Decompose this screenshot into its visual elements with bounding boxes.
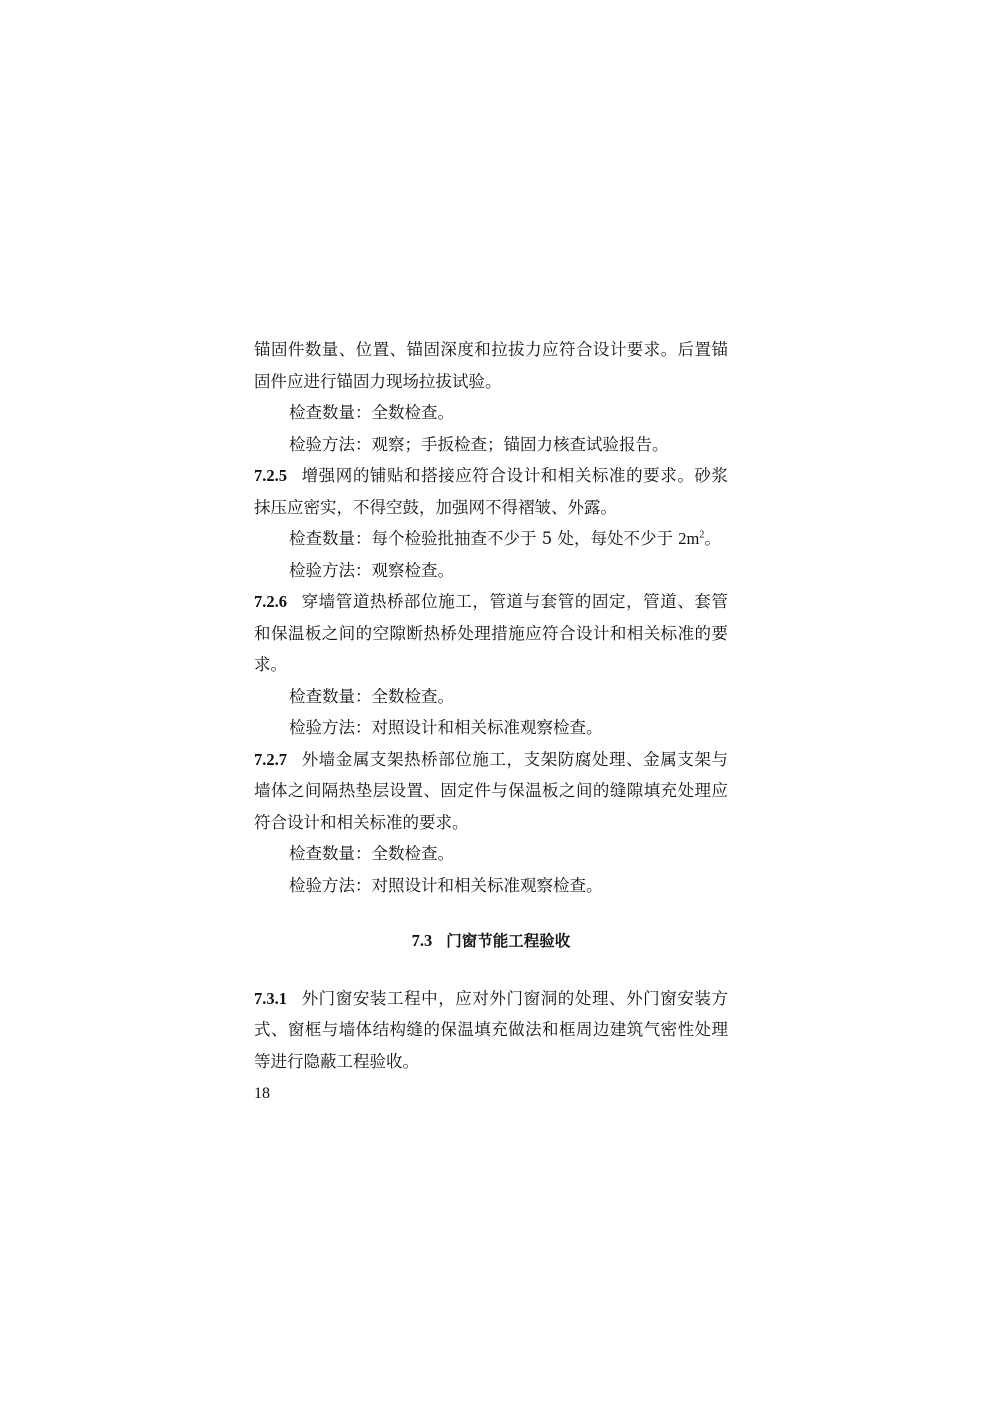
clause-7-2-6 xyxy=(254,586,728,681)
section-title: 门窗节能工程验收 xyxy=(446,932,571,950)
paragraph-inspection-method: 检验方法：观察；手扳检查；锚固力核查试验报告。 xyxy=(289,434,669,454)
clause-7-2-7 xyxy=(254,744,728,839)
paragraph-inspection-quantity: 检查数量：全数检查。 xyxy=(289,844,454,863)
clause-number: 7.2.6 xyxy=(254,592,287,611)
paragraph-anchor-requirement: 锚固件数量、位置、锚固深度和拉拔力应符合设计要求。后置锚固件应进行锚固力现场拉拔试验。 xyxy=(254,340,728,391)
clause-text: 穿墙管道热桥部位施工，管道与套管的固定，管道、套管和保温板之间的空隙断热桥处理措施应符合设计和相关标准的要求。 xyxy=(254,592,728,674)
clause-7-3-1 xyxy=(254,983,728,1078)
clause-text: 增强网的铺贴和搭接应符合设计和相关标准的要求。砂浆抹压应密实，不得空鼓，加强网不得褶皱、外露。 xyxy=(254,466,728,517)
clause-number: 7.3.1 xyxy=(254,988,287,1008)
document-body xyxy=(254,334,728,1077)
section-heading-7-3 xyxy=(254,925,728,958)
paragraph-inspection-method: 检验方法：观察检查。 xyxy=(289,560,454,580)
paragraph-inspection-quantity: 检查数量：全数检查。 xyxy=(289,403,454,422)
section-number: 7.3 xyxy=(411,931,433,950)
paragraph-inspection-method: 检验方法：对照设计和相关标准观察检查。 xyxy=(289,875,603,895)
clause-text: 外墙金属支架热桥部位施工，支架防腐处理、金属支架与墙体之间隔热垫层设置、固定件与保温板之间的缝隙填充处理应符合设计和相关标准的要求。 xyxy=(254,749,728,832)
clause-number: 7.2.5 xyxy=(254,466,287,485)
paragraph-inspection-method: 检验方法：对照设计和相关标准观察检查。 xyxy=(289,718,603,737)
clause-text: 外门窗安装工程中，应对外门窗洞的处理、外门窗安装方式、窗框与墙体结构缝的保温填充做法和框周边建筑气密性处理等进行隐蔽工程验收。 xyxy=(254,988,728,1071)
paragraph-inspection-quantity: 检查数量：全数检查。 xyxy=(289,686,454,706)
page-number: 18 xyxy=(254,1085,270,1102)
clause-number: 7.2.7 xyxy=(254,749,287,769)
paragraph-inspection-quantity: 检查数量：每个检验批抽查不少于 5 处，每处不少于 $2m^2$。 xyxy=(289,529,721,548)
clause-7-2-5 xyxy=(254,460,728,523)
